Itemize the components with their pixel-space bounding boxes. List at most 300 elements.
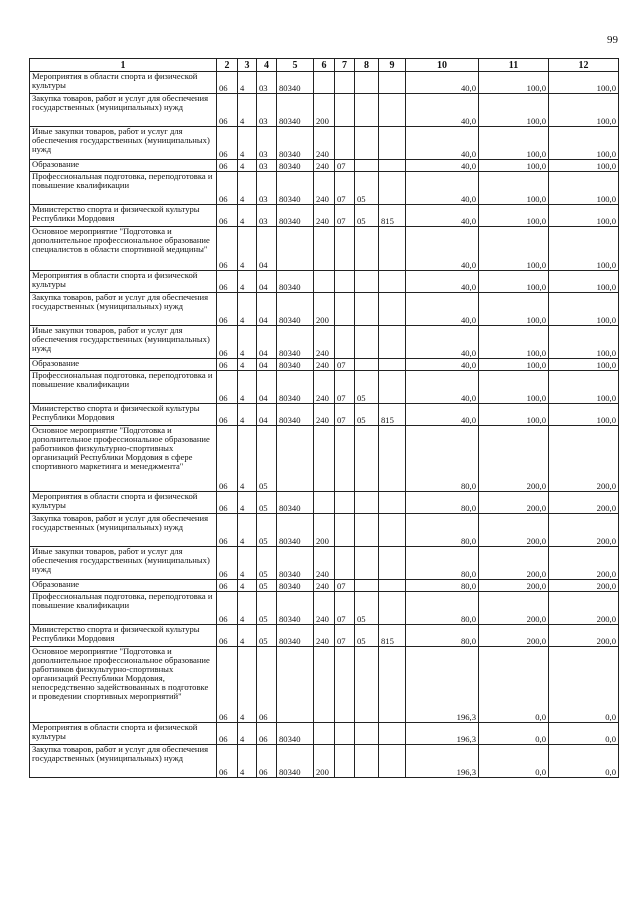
col-header: 5 [277, 59, 314, 72]
row-value-cell [355, 745, 379, 778]
row-name-cell: Образование [30, 359, 217, 371]
row-value-cell [355, 359, 379, 371]
row-value-cell: 240 [314, 404, 335, 426]
row-value-cell [335, 94, 355, 127]
row-value-cell: 100,0 [479, 404, 549, 426]
row-value-cell: 200,0 [479, 492, 549, 514]
row-value-cell: 4 [238, 172, 257, 205]
row-value-cell [379, 293, 406, 326]
table-row [30, 404, 619, 426]
table-row [30, 580, 619, 592]
row-name-cell: Профессиональная подготовка, переподготовка и повышение квалификации [30, 172, 217, 205]
row-value-cell: 05 [257, 514, 277, 547]
row-value-cell: 07 [335, 625, 355, 647]
row-value-cell: 07 [335, 580, 355, 592]
row-value-cell: 05 [257, 625, 277, 647]
row-value-cell: 80340 [277, 371, 314, 404]
table-row [30, 205, 619, 227]
table-row [30, 326, 619, 359]
table-row [30, 547, 619, 580]
row-value-cell: 100,0 [549, 205, 619, 227]
row-value-cell: 200,0 [549, 625, 619, 647]
row-value-cell [379, 514, 406, 547]
table-row [30, 647, 619, 723]
row-value-cell [277, 647, 314, 723]
row-value-cell: 100,0 [479, 72, 549, 94]
row-value-cell: 06 [257, 647, 277, 723]
row-name-cell: Иные закупки товаров, работ и услуг для обеспечения государственных (муниципальных) нужд [30, 326, 217, 359]
row-value-cell [379, 647, 406, 723]
row-value-cell: 07 [335, 359, 355, 371]
row-value-cell: 4 [238, 160, 257, 172]
row-value-cell: 100,0 [549, 404, 619, 426]
row-value-cell: 80340 [277, 271, 314, 293]
row-name-cell: Образование [30, 160, 217, 172]
row-value-cell: 100,0 [479, 205, 549, 227]
row-value-cell: 05 [355, 404, 379, 426]
row-value-cell: 4 [238, 271, 257, 293]
row-value-cell [355, 72, 379, 94]
row-value-cell: 4 [238, 723, 257, 745]
row-value-cell [355, 326, 379, 359]
row-value-cell: 100,0 [549, 293, 619, 326]
row-value-cell: 80340 [277, 205, 314, 227]
row-value-cell [355, 227, 379, 271]
row-value-cell: 4 [238, 127, 257, 160]
col-header: 8 [355, 59, 379, 72]
row-value-cell [314, 72, 335, 94]
row-value-cell [314, 492, 335, 514]
row-value-cell: 05 [355, 592, 379, 625]
row-value-cell: 04 [257, 293, 277, 326]
row-value-cell: 03 [257, 160, 277, 172]
row-value-cell: 40,0 [406, 94, 479, 127]
row-value-cell: 4 [238, 492, 257, 514]
row-value-cell [379, 127, 406, 160]
table-row [30, 514, 619, 547]
row-value-cell: 06 [217, 625, 238, 647]
row-value-cell: 100,0 [549, 160, 619, 172]
row-value-cell: 40,0 [406, 205, 479, 227]
row-value-cell [335, 293, 355, 326]
row-value-cell: 40,0 [406, 326, 479, 359]
row-value-cell [314, 426, 335, 492]
row-value-cell: 200,0 [479, 426, 549, 492]
row-value-cell: 06 [217, 592, 238, 625]
row-value-cell: 80340 [277, 492, 314, 514]
row-value-cell: 4 [238, 404, 257, 426]
row-value-cell: 04 [257, 326, 277, 359]
row-value-cell: 80340 [277, 580, 314, 592]
row-value-cell: 200,0 [549, 514, 619, 547]
row-value-cell: 240 [314, 359, 335, 371]
row-value-cell: 4 [238, 72, 257, 94]
row-value-cell [335, 647, 355, 723]
table-row [30, 371, 619, 404]
row-value-cell: 240 [314, 371, 335, 404]
row-value-cell: 200 [314, 514, 335, 547]
row-value-cell: 05 [257, 492, 277, 514]
row-value-cell: 06 [217, 723, 238, 745]
row-name-cell: Иные закупки товаров, работ и услуг для обеспечения государственных (муниципальных) нужд [30, 547, 217, 580]
row-value-cell: 4 [238, 205, 257, 227]
row-value-cell: 0,0 [549, 723, 619, 745]
row-value-cell: 4 [238, 371, 257, 404]
row-value-cell [335, 72, 355, 94]
col-header: 4 [257, 59, 277, 72]
budget-table [29, 58, 619, 778]
row-value-cell: 04 [257, 271, 277, 293]
row-value-cell: 100,0 [549, 371, 619, 404]
row-value-cell: 05 [257, 592, 277, 625]
row-value-cell: 200,0 [549, 547, 619, 580]
table-row [30, 723, 619, 745]
row-value-cell [379, 426, 406, 492]
row-value-cell: 100,0 [549, 172, 619, 205]
row-value-cell: 06 [217, 492, 238, 514]
row-value-cell: 240 [314, 172, 335, 205]
row-value-cell: 240 [314, 592, 335, 625]
row-value-cell: 06 [217, 127, 238, 160]
row-value-cell: 80,0 [406, 514, 479, 547]
row-value-cell [355, 647, 379, 723]
row-value-cell: 05 [257, 426, 277, 492]
row-value-cell [379, 580, 406, 592]
row-value-cell: 40,0 [406, 371, 479, 404]
row-value-cell: 815 [379, 625, 406, 647]
row-value-cell: 06 [217, 547, 238, 580]
page-number: 99 [607, 34, 618, 46]
row-value-cell: 4 [238, 426, 257, 492]
row-value-cell: 80340 [277, 293, 314, 326]
table-row [30, 293, 619, 326]
row-value-cell [314, 227, 335, 271]
row-value-cell: 0,0 [479, 723, 549, 745]
row-value-cell: 80340 [277, 72, 314, 94]
header-row [30, 59, 619, 72]
row-value-cell [379, 359, 406, 371]
row-value-cell [379, 227, 406, 271]
row-value-cell: 200 [314, 293, 335, 326]
row-value-cell: 100,0 [479, 271, 549, 293]
row-value-cell: 200,0 [479, 592, 549, 625]
row-value-cell: 06 [217, 371, 238, 404]
table-row [30, 160, 619, 172]
row-value-cell: 4 [238, 625, 257, 647]
row-value-cell [355, 492, 379, 514]
row-value-cell: 80340 [277, 326, 314, 359]
row-name-cell: Закупка товаров, работ и услуг для обеспечения государственных (муниципальных) нужд [30, 94, 217, 127]
row-name-cell: Мероприятия в области спорта и физической культуры [30, 492, 217, 514]
row-value-cell: 100,0 [549, 326, 619, 359]
row-value-cell: 100,0 [479, 326, 549, 359]
row-value-cell: 815 [379, 404, 406, 426]
row-value-cell: 200,0 [479, 514, 549, 547]
row-value-cell: 200,0 [549, 580, 619, 592]
table-body [30, 72, 619, 778]
row-name-cell: Закупка товаров, работ и услуг для обеспечения государственных (муниципальных) нужд [30, 293, 217, 326]
row-value-cell: 100,0 [549, 359, 619, 371]
row-value-cell: 40,0 [406, 293, 479, 326]
row-value-cell: 80340 [277, 514, 314, 547]
row-value-cell [335, 547, 355, 580]
row-value-cell [379, 723, 406, 745]
col-header: 11 [479, 59, 549, 72]
row-value-cell [277, 426, 314, 492]
row-value-cell: 03 [257, 72, 277, 94]
row-value-cell: 05 [257, 580, 277, 592]
row-value-cell: 80,0 [406, 592, 479, 625]
row-value-cell: 06 [217, 580, 238, 592]
col-header: 12 [549, 59, 619, 72]
row-value-cell: 100,0 [549, 127, 619, 160]
row-value-cell: 06 [217, 426, 238, 492]
row-value-cell: 06 [217, 160, 238, 172]
row-value-cell: 80340 [277, 160, 314, 172]
row-value-cell: 80,0 [406, 580, 479, 592]
row-value-cell [335, 514, 355, 547]
row-value-cell: 06 [217, 647, 238, 723]
row-name-cell: Мероприятия в области спорта и физической культуры [30, 72, 217, 94]
row-value-cell: 80340 [277, 127, 314, 160]
row-value-cell [379, 371, 406, 404]
row-value-cell [379, 160, 406, 172]
row-value-cell: 100,0 [479, 227, 549, 271]
row-name-cell: Мероприятия в области спорта и физической культуры [30, 723, 217, 745]
row-value-cell: 240 [314, 326, 335, 359]
row-value-cell [355, 160, 379, 172]
row-value-cell [379, 172, 406, 205]
row-value-cell: 06 [217, 205, 238, 227]
row-value-cell: 100,0 [479, 293, 549, 326]
table-row [30, 172, 619, 205]
row-value-cell: 240 [314, 547, 335, 580]
row-name-cell: Закупка товаров, работ и услуг для обеспечения государственных (муниципальных) нужд [30, 514, 217, 547]
row-value-cell [379, 547, 406, 580]
row-value-cell: 200,0 [479, 625, 549, 647]
row-value-cell: 200,0 [549, 426, 619, 492]
row-value-cell: 4 [238, 94, 257, 127]
row-value-cell: 40,0 [406, 160, 479, 172]
row-value-cell: 80340 [277, 359, 314, 371]
row-value-cell: 0,0 [549, 647, 619, 723]
row-value-cell: 4 [238, 580, 257, 592]
row-value-cell: 815 [379, 205, 406, 227]
row-value-cell [355, 94, 379, 127]
row-value-cell: 80340 [277, 404, 314, 426]
table-row [30, 745, 619, 778]
row-name-cell: Основное мероприятие "Подготовка и дополнительное профессиональное образование работников физкультурно-спортивных организаций Республики Мордовия, непосредственно задействованных в подготовке и проведении спортивных мероприятий" [30, 647, 217, 723]
row-value-cell: 80340 [277, 592, 314, 625]
row-value-cell: 4 [238, 227, 257, 271]
row-value-cell [355, 723, 379, 745]
row-value-cell: 4 [238, 326, 257, 359]
row-value-cell: 100,0 [479, 371, 549, 404]
row-value-cell: 100,0 [549, 271, 619, 293]
row-value-cell: 03 [257, 94, 277, 127]
table-row [30, 127, 619, 160]
row-name-cell: Министерство спорта и физической культуры Республики Мордовия [30, 205, 217, 227]
row-value-cell: 06 [217, 94, 238, 127]
row-value-cell: 196,3 [406, 723, 479, 745]
row-value-cell: 196,3 [406, 745, 479, 778]
row-value-cell: 05 [355, 205, 379, 227]
row-value-cell: 40,0 [406, 172, 479, 205]
col-header: 6 [314, 59, 335, 72]
row-value-cell: 4 [238, 514, 257, 547]
row-name-cell: Мероприятия в области спорта и физической культуры [30, 271, 217, 293]
row-value-cell: 40,0 [406, 227, 479, 271]
row-value-cell [379, 94, 406, 127]
row-value-cell [335, 326, 355, 359]
row-value-cell: 06 [257, 745, 277, 778]
row-value-cell [355, 426, 379, 492]
table-row [30, 592, 619, 625]
row-value-cell [355, 271, 379, 293]
row-value-cell: 05 [355, 172, 379, 205]
row-value-cell: 40,0 [406, 127, 479, 160]
col-header: 7 [335, 59, 355, 72]
row-value-cell [379, 326, 406, 359]
row-value-cell: 100,0 [479, 94, 549, 127]
row-value-cell: 80,0 [406, 547, 479, 580]
row-value-cell: 06 [217, 745, 238, 778]
table-row [30, 227, 619, 271]
row-value-cell [379, 745, 406, 778]
row-value-cell: 40,0 [406, 271, 479, 293]
row-value-cell: 05 [355, 371, 379, 404]
row-value-cell: 200 [314, 745, 335, 778]
row-value-cell: 100,0 [549, 72, 619, 94]
row-value-cell: 80340 [277, 625, 314, 647]
row-value-cell: 05 [257, 547, 277, 580]
row-value-cell: 100,0 [479, 359, 549, 371]
row-value-cell: 240 [314, 205, 335, 227]
row-value-cell: 03 [257, 127, 277, 160]
row-value-cell: 04 [257, 371, 277, 404]
row-value-cell: 06 [257, 723, 277, 745]
col-header: 2 [217, 59, 238, 72]
row-value-cell [355, 580, 379, 592]
row-value-cell [314, 271, 335, 293]
row-value-cell: 04 [257, 227, 277, 271]
row-value-cell: 200,0 [479, 580, 549, 592]
row-value-cell: 04 [257, 404, 277, 426]
row-value-cell: 4 [238, 745, 257, 778]
row-name-cell: Образование [30, 580, 217, 592]
row-value-cell: 200,0 [549, 492, 619, 514]
row-value-cell: 40,0 [406, 404, 479, 426]
table-row [30, 492, 619, 514]
row-value-cell: 06 [217, 404, 238, 426]
row-name-cell: Основное мероприятие "Подготовка и дополнительное профессиональное образование специалистов в области спортивной медицины" [30, 227, 217, 271]
row-value-cell: 4 [238, 592, 257, 625]
row-value-cell [335, 127, 355, 160]
row-value-cell: 07 [335, 404, 355, 426]
row-value-cell: 40,0 [406, 72, 479, 94]
row-name-cell: Профессиональная подготовка, переподготовка и повышение квалификации [30, 371, 217, 404]
row-value-cell: 06 [217, 72, 238, 94]
row-value-cell: 80,0 [406, 625, 479, 647]
row-value-cell: 03 [257, 172, 277, 205]
row-value-cell: 07 [335, 205, 355, 227]
row-value-cell: 80340 [277, 745, 314, 778]
row-value-cell: 03 [257, 205, 277, 227]
row-value-cell: 07 [335, 172, 355, 205]
row-value-cell: 100,0 [479, 160, 549, 172]
row-value-cell: 100,0 [549, 94, 619, 127]
row-value-cell: 100,0 [479, 127, 549, 160]
row-value-cell: 80340 [277, 723, 314, 745]
table-row [30, 72, 619, 94]
row-value-cell [379, 592, 406, 625]
row-value-cell: 07 [335, 592, 355, 625]
row-value-cell: 05 [355, 625, 379, 647]
row-value-cell: 240 [314, 127, 335, 160]
row-value-cell [335, 426, 355, 492]
row-value-cell: 07 [335, 371, 355, 404]
row-value-cell [314, 647, 335, 723]
row-value-cell [379, 271, 406, 293]
row-value-cell [335, 723, 355, 745]
row-value-cell: 100,0 [549, 227, 619, 271]
row-value-cell [379, 492, 406, 514]
row-value-cell: 06 [217, 172, 238, 205]
table-row [30, 359, 619, 371]
row-value-cell: 4 [238, 647, 257, 723]
col-header: 9 [379, 59, 406, 72]
table-row [30, 426, 619, 492]
row-value-cell: 80,0 [406, 492, 479, 514]
row-value-cell: 100,0 [479, 172, 549, 205]
col-header: 3 [238, 59, 257, 72]
row-value-cell [335, 745, 355, 778]
row-value-cell: 06 [217, 326, 238, 359]
row-value-cell: 06 [217, 293, 238, 326]
row-value-cell: 200,0 [479, 547, 549, 580]
row-value-cell: 240 [314, 160, 335, 172]
row-value-cell [277, 227, 314, 271]
row-value-cell: 80340 [277, 94, 314, 127]
row-value-cell: 40,0 [406, 359, 479, 371]
row-value-cell: 06 [217, 359, 238, 371]
row-value-cell: 04 [257, 359, 277, 371]
row-value-cell: 4 [238, 547, 257, 580]
row-value-cell: 06 [217, 514, 238, 547]
row-value-cell: 4 [238, 293, 257, 326]
row-value-cell: 4 [238, 359, 257, 371]
row-value-cell [355, 514, 379, 547]
row-value-cell [335, 492, 355, 514]
row-value-cell: 200,0 [549, 592, 619, 625]
col-header: 10 [406, 59, 479, 72]
table-row [30, 94, 619, 127]
row-value-cell [335, 271, 355, 293]
row-value-cell: 240 [314, 625, 335, 647]
row-value-cell: 80340 [277, 172, 314, 205]
table-row [30, 271, 619, 293]
row-value-cell [355, 293, 379, 326]
row-value-cell [355, 127, 379, 160]
row-value-cell: 0,0 [549, 745, 619, 778]
row-name-cell: Основное мероприятие "Подготовка и дополнительное профессиональное образование работников физкультурно-спортивных организаций Республики Мордовия в сфере спортивного маркетинга и менеджмента" [30, 426, 217, 492]
col-header: 1 [30, 59, 217, 72]
row-value-cell [335, 227, 355, 271]
row-name-cell: Министерство спорта и физической культуры Республики Мордовия [30, 625, 217, 647]
row-value-cell: 06 [217, 271, 238, 293]
row-value-cell: 200 [314, 94, 335, 127]
row-value-cell [379, 72, 406, 94]
